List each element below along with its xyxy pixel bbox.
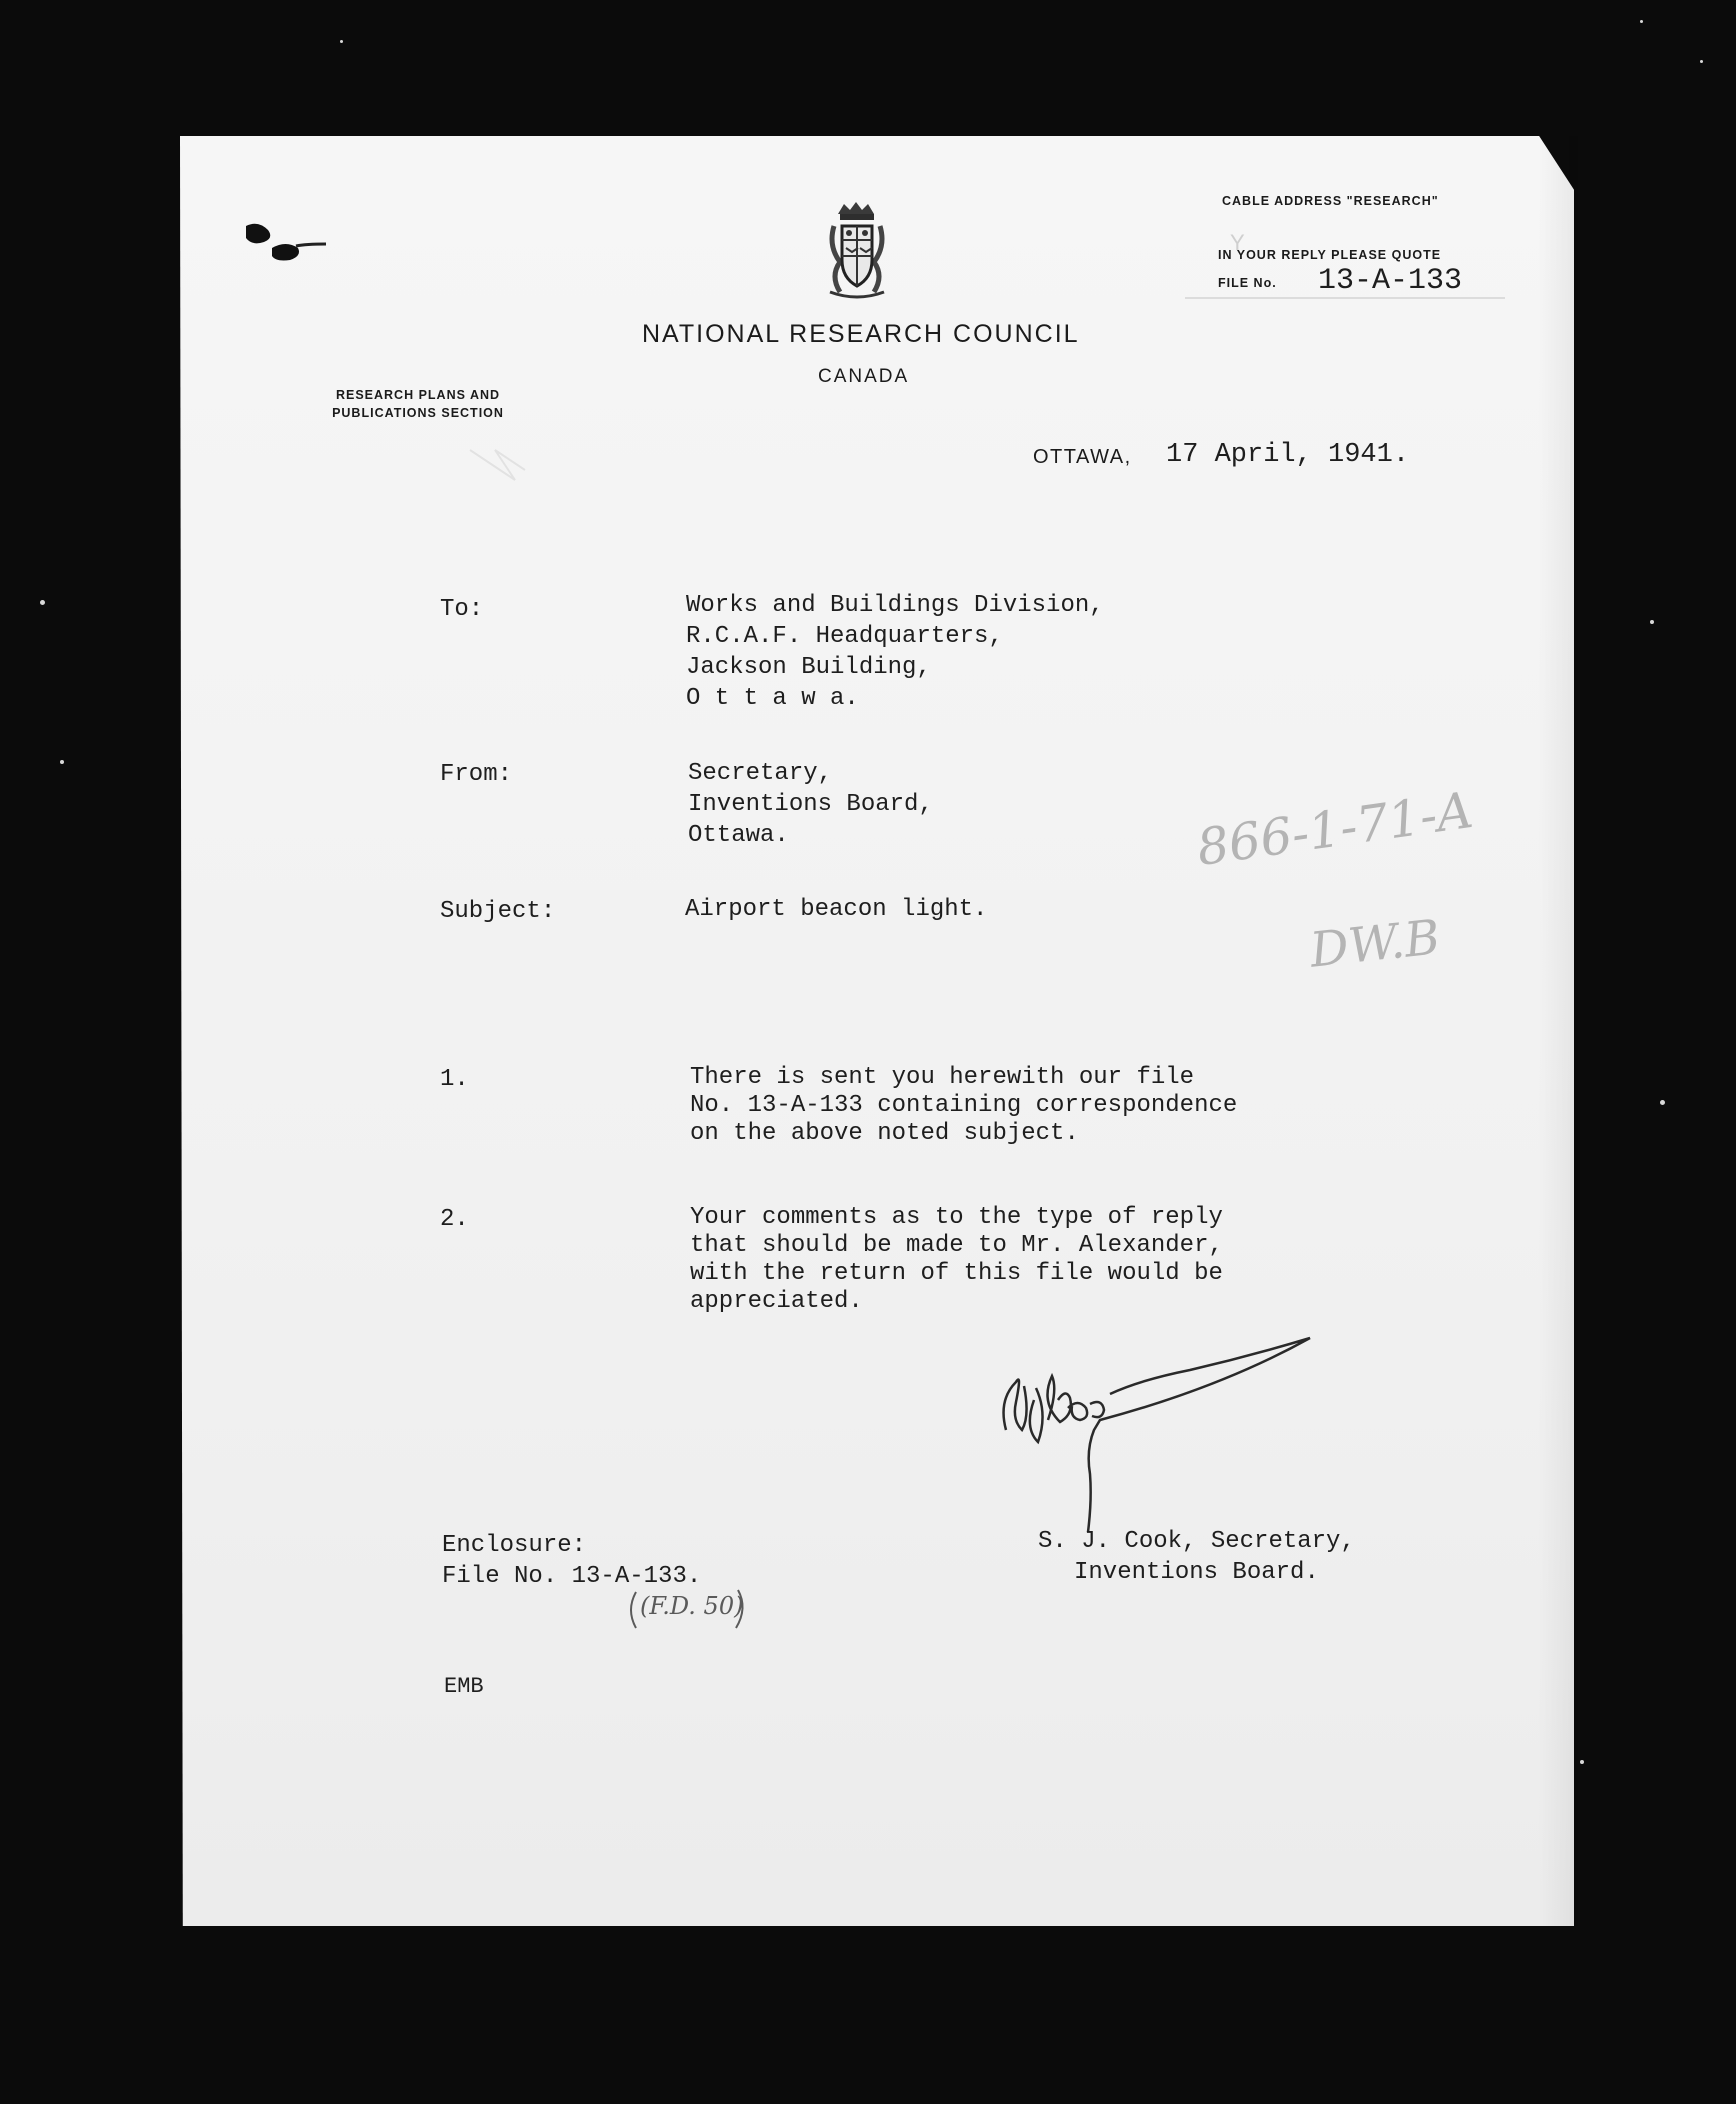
paragraph-line: There is sent you herewith our file <box>690 1064 1195 1091</box>
paragraph-line: on the above noted subject. <box>690 1120 1079 1147</box>
paragraph-line: that should be made to Mr. Alexander, <box>690 1232 1223 1259</box>
to-line: O t t a w a. <box>686 685 859 712</box>
subject-text: Airport beacon light. <box>685 896 988 923</box>
from-line: Inventions Board, <box>688 791 933 818</box>
to-line: Works and Buildings Division, <box>686 592 1104 619</box>
to-line: R.C.A.F. Headquarters, <box>686 623 1003 650</box>
paragraph-number: 1. <box>440 1066 469 1093</box>
place-name: OTTAWA, <box>1033 446 1132 468</box>
coat-of-arms-crest <box>830 202 884 297</box>
subject-label: Subject: <box>440 898 556 925</box>
enclosure-bracket-left <box>631 1592 636 1628</box>
pencil-stroke <box>470 450 525 480</box>
ink-blot-mark <box>246 224 326 261</box>
enclosure-label: Enclosure: <box>442 1532 587 1559</box>
reply-quote-instruction: IN YOUR REPLY PLEASE QUOTE <box>1218 248 1442 262</box>
organization-country: CANADA <box>818 366 910 387</box>
section-name-line2: PUBLICATIONS SECTION <box>332 406 504 420</box>
signatory-name: S. J. Cook, Secretary, <box>1038 1528 1355 1555</box>
section-name <box>318 386 518 422</box>
file-no-value: 13-A-133 <box>1318 264 1463 298</box>
cable-address: CABLE ADDRESS "RESEARCH" <box>1222 194 1439 208</box>
signatory-title: Inventions Board. <box>1074 1559 1319 1586</box>
handwritten-signature <box>1004 1338 1310 1532</box>
signature-block <box>1038 1530 1355 1592</box>
paragraph-line: Your comments as to the type of reply <box>690 1204 1223 1231</box>
paragraph-line: No. 13-A-133 containing correspondence <box>690 1092 1238 1119</box>
handwritten-enclosure-note: (F.D. 50) <box>640 1592 744 1620</box>
file-no-label: FILE No. <box>1218 276 1277 290</box>
from-label: From: <box>440 761 513 788</box>
paragraph-number: 2. <box>440 1206 469 1233</box>
paragraph-line: appreciated. <box>690 1288 863 1315</box>
paragraph-1 <box>690 1066 1237 1150</box>
organization-name: NATIONAL RESEARCH COUNCIL <box>642 320 1080 348</box>
to-address-block <box>686 594 1104 718</box>
from-line: Ottawa. <box>688 822 789 849</box>
typist-initials: EMB <box>444 1674 484 1699</box>
enclosure-block <box>442 1534 701 1596</box>
enclosure-file: File No. 13-A-133. <box>442 1563 702 1590</box>
paragraph-line: with the return of this file would be <box>690 1260 1223 1287</box>
handwritten-file-reference: 866-1-71-A <box>1193 780 1477 878</box>
to-label: To: <box>440 596 484 623</box>
from-address-block <box>688 762 933 855</box>
ghost-offset-text: Y <box>1230 230 1248 255</box>
to-line: Jackson Building, <box>686 654 931 681</box>
handwritten-initials: DW.B <box>1307 909 1443 979</box>
paragraph-2 <box>690 1206 1223 1318</box>
section-name-line1: RESEARCH PLANS AND <box>335 388 501 402</box>
letter-date: 17 April, 1941. <box>1166 440 1410 470</box>
from-line: Secretary, <box>688 760 833 787</box>
